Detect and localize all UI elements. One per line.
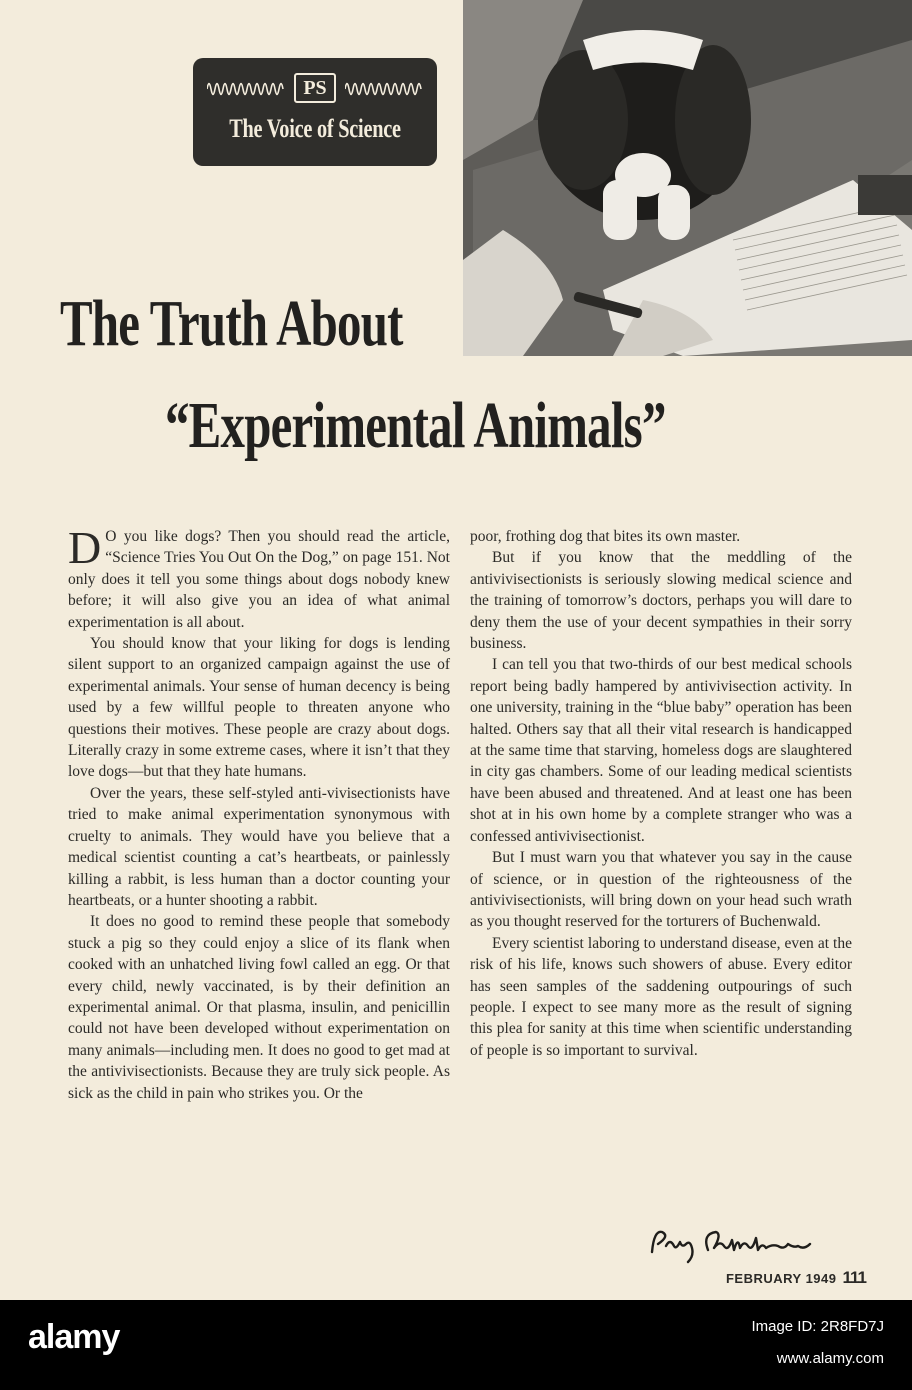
article-paragraph: Over the years, these self-styled anti-vivisectionists have tried to make animal experimentation synonymous with cruelty to animals. They would have you believe that a medical scientist counting a cat’s heartbeats, or painlessly killing a rabbit, is less human than a doctor counting your heartbeats, or a hunter shooting a rabbit. [68, 784, 450, 909]
ps-badge [193, 58, 437, 166]
article-paragraph: Every scientist laboring to understand disease, even at the risk of his life, knows such showers of abuse. Every editor has seen samples of the saddening outpourings of such people. I expect to see many more as the result of signing this plea for sanity at this time when scientific understanding of people is so important to survival. [470, 934, 852, 1059]
article-paragraph: But I must warn you that whatever you say in the cause of science, or in question of the righteousness of the antivivisectionists, will bring down on your head such wrath as you thought reserved for the torturers of Buchenwald. [470, 849, 852, 931]
article-paragraph: I can tell you that two-thirds of our best medical schools report being badly hampered by antivivisection activity. In one university, training in the “blue baby” operation has been halted. Others say that all their vital research is handicapped at the same time that starving, homeless dogs are slaughtered in city gas chambers. Some of our leading medical scientists have been abused and threatened. And at least one has been shot at in his own home by a complete stranger who was a confessed antivivisectionist. [470, 656, 852, 845]
stock-site: www.alamy.com [776, 1350, 884, 1367]
wave-ornament-left [207, 78, 285, 100]
headline-line-1: The Truth About [60, 287, 403, 360]
page-footer [726, 1268, 866, 1288]
article-column-right [470, 526, 852, 1061]
article-paragraph: It does no good to remind these people that somebody stuck a pig so they could enjoy a slice of its flank when cooked with an unhatched living fowl called an egg. Or that every child, newly vaccinated, is by their definition an experimental animal. Or that plasma, insulin, and penicillin could not have been developed without experimentation on many animals—including men. It does no good to get mad at the antivivisectionists. Because they are truly sick people. As sick as the child in pain who strikes you. Or the [68, 913, 450, 1102]
editor-signature [648, 1222, 852, 1264]
stock-watermark-bar [0, 1300, 912, 1390]
stock-logo: alamy [28, 1318, 120, 1356]
article-paragraph [68, 522, 450, 633]
headline-line-2: “Experimental Animals” [165, 389, 666, 462]
page-number: 111 [842, 1268, 866, 1287]
article-column-left [68, 522, 450, 1104]
drop-cap: D [68, 522, 102, 573]
article-paragraph: poor, frothing dog that bites its own master. [470, 528, 741, 545]
article-paragraph: You should know that your liking for dogs is lending silent support to an organized campaign against the use of experimental animals. Your sense of human decency is being used by a few willful people to threaten anyone who questions their motives. These people are crazy about dogs. Literally crazy in some extreme cases, where it isn’t that they love dogs—but that they hate humans. [68, 635, 450, 781]
puppy-photo [463, 0, 912, 356]
wave-ornament-right [345, 78, 423, 100]
issue-date: FEBRUARY 1949 [725, 1271, 837, 1286]
section-tagline: The Voice of Science [229, 114, 401, 143]
ps-logo: PS [294, 73, 336, 103]
image-id: Image ID: 2R8FD7J [751, 1318, 884, 1335]
article-paragraph: But if you know that the meddling of the antivivisectionists is seriously slowing medical science and the training of tomorrow’s doctors, perhaps you will dare to deny them the use of your decent sympathies in their sorry business. [470, 549, 852, 653]
paragraph-text: O you like dogs? Then you should read the article, “Science Tries You Out On the Dog,” on page 151. Not only does it tell you some things about dogs nobody knew before; it will also give you an idea of what animal experimentation is all about. [68, 528, 450, 631]
